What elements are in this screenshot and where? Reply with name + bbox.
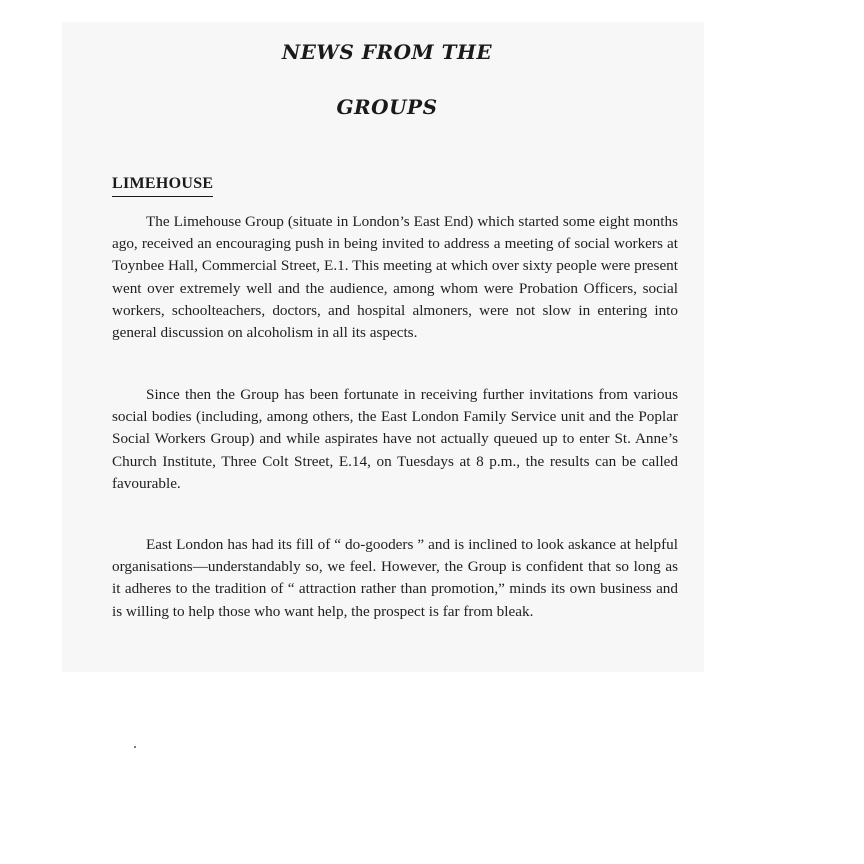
paragraph-2: Since then the Group has been fortunate in receiving further invitations from various social bodies (including, among others, the East London Family Service unit and the Poplar Social Workers Group) and while aspirates have not actually queued up to enter St. Anne’s Church Institute, Three Colt Street, E.14, on Tuesdays at 8 p.m., the results can be called favourable. (112, 386, 678, 492)
section-heading-limehouse: LIMEHOUSE (112, 175, 213, 197)
paragraph-3: East London has had its fill of “ do-gooders ” and is inclined to look askance at helpful organisations—understandably so, we feel. However, the Group is confident that so long as it adheres to the tradition of “ attraction rather than promotion,” minds its own business and is willing to help those who want help, the prospect is far from bleak. (112, 536, 678, 620)
title-line-1: NEWS FROM THE (281, 40, 493, 64)
paragraph-1: The Limehouse Group (situate in London’s East End) which started some eight months ago, received an encouraging push in being invited to address a meeting of social workers at Toynbee Hall, Commercial Street, E.1. This meeting at which over sixty people were present went over extremely well and the audience, among whom were Probation Officers, social workers, schoolteachers, doctors, and hospital almoners, were not slow in entering into general discussion on alcoholism in all its aspects. (112, 213, 678, 342)
scan-speck (134, 746, 136, 748)
title-line-2: GROUPS (336, 95, 438, 119)
